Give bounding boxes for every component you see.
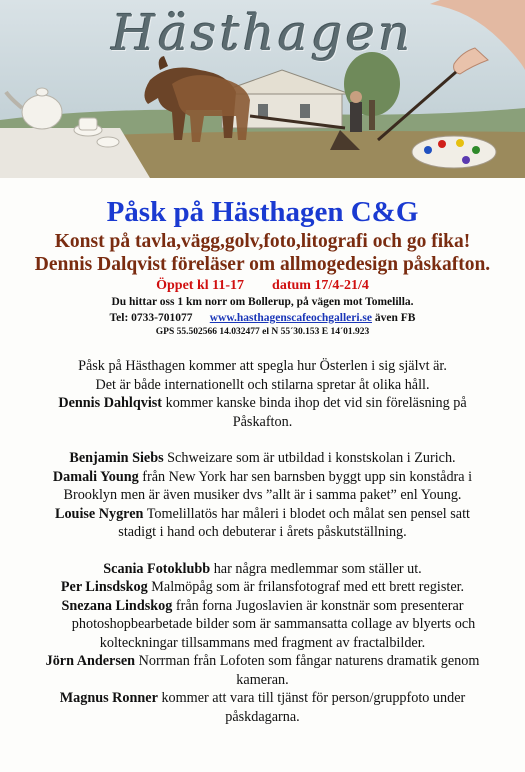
photo-entry-cont: kolteckningar tillsammans med fragment av fractalbilder. <box>99 634 426 651</box>
poster-header <box>0 194 525 339</box>
directions: Du hittar oss 1 km norr om Bollerup, på vägen mot Tomelilla. <box>111 296 414 308</box>
poster-subtitle-lecture: Dennis Dalqvist föreläser om allmogedesign påskafton. <box>34 254 491 275</box>
artist-entry-cont: stadigt i hand och debuterar i årets påskutställning. <box>118 524 407 540</box>
photo-entry-cont: kameran. <box>236 671 289 688</box>
intro-line-1: Påsk på Hästhagen kommer att spegla hur Österlen i sig självt är. <box>78 358 447 374</box>
banner-painting <box>0 0 525 178</box>
intro-line-4: Påskafton. <box>232 413 293 430</box>
artist-entry: Benjamin Siebs Schweizare som är utbildad i konstskolan i Zurich. <box>69 450 456 466</box>
artist-entry: Damali Young från New York har sen barnsben byggt upp sin konstådra i <box>52 468 473 485</box>
artist-entry: Louise Nygren Tomelillatös har måleri i blodet och målat sen pensel satt <box>55 505 470 522</box>
opening-info <box>0 277 525 294</box>
opening-dates: datum 17/4-21/4 <box>272 278 369 293</box>
website-link[interactable]: www.hasthagenscafeochgalleri.se <box>209 312 372 324</box>
website-suffix: även FB <box>374 312 416 324</box>
photo-entry: Jörn Andersen Norrman från Lofoten som fångar naturens dramatik genom <box>45 653 480 669</box>
poster-subtitle-art: Konst på tavla,vägg,golv,foto,litografi och go fika! <box>54 231 471 252</box>
gps-coordinates: GPS 55.502566 14.032477 el N 55´30.153 E 14´01.923 <box>155 327 370 337</box>
photo-entry: Per Linsdskog Malmöpåg som är frilansfotograf med ett brett register. <box>60 579 465 595</box>
intro-line-2: Det är både internationellt och stilarna spretar åt olika håll. <box>95 376 430 393</box>
photo-entry: Snezana Lindskog från forna Jugoslavien är konstnär som presenterar <box>61 597 464 614</box>
photo-entry-cont: photoshopbearbetade bilder som är sammansatta collage av blyerts och <box>71 616 476 632</box>
photo-entry: Magnus Ronner kommer att vara till tjänst för person/gruppfoto under <box>59 690 466 706</box>
contact-line <box>0 310 525 326</box>
phone-number: Tel: 0733-701077 <box>109 312 193 324</box>
intro-name: Dennis Dahlqvist <box>58 395 163 411</box>
poster-title: Påsk på Hästhagen C&G <box>106 196 419 228</box>
opening-hours: Öppet kl 11-17 <box>156 278 245 293</box>
photo-entry: Scania Fotoklubb har några medlemmar som ställer ut. <box>103 560 422 577</box>
intro-line-3: Dennis Dahlqvist kommer kanske binda ihop det vid sin föreläsning på <box>58 395 467 411</box>
photo-entry-cont: påskdagarna. <box>225 708 300 725</box>
banner-title: Hästhagen <box>111 4 414 62</box>
artist-entry-cont: Brooklyn men är även musiker dvs ”allt är i samma paket” enl Young. <box>63 487 462 503</box>
poster-body <box>0 357 525 726</box>
